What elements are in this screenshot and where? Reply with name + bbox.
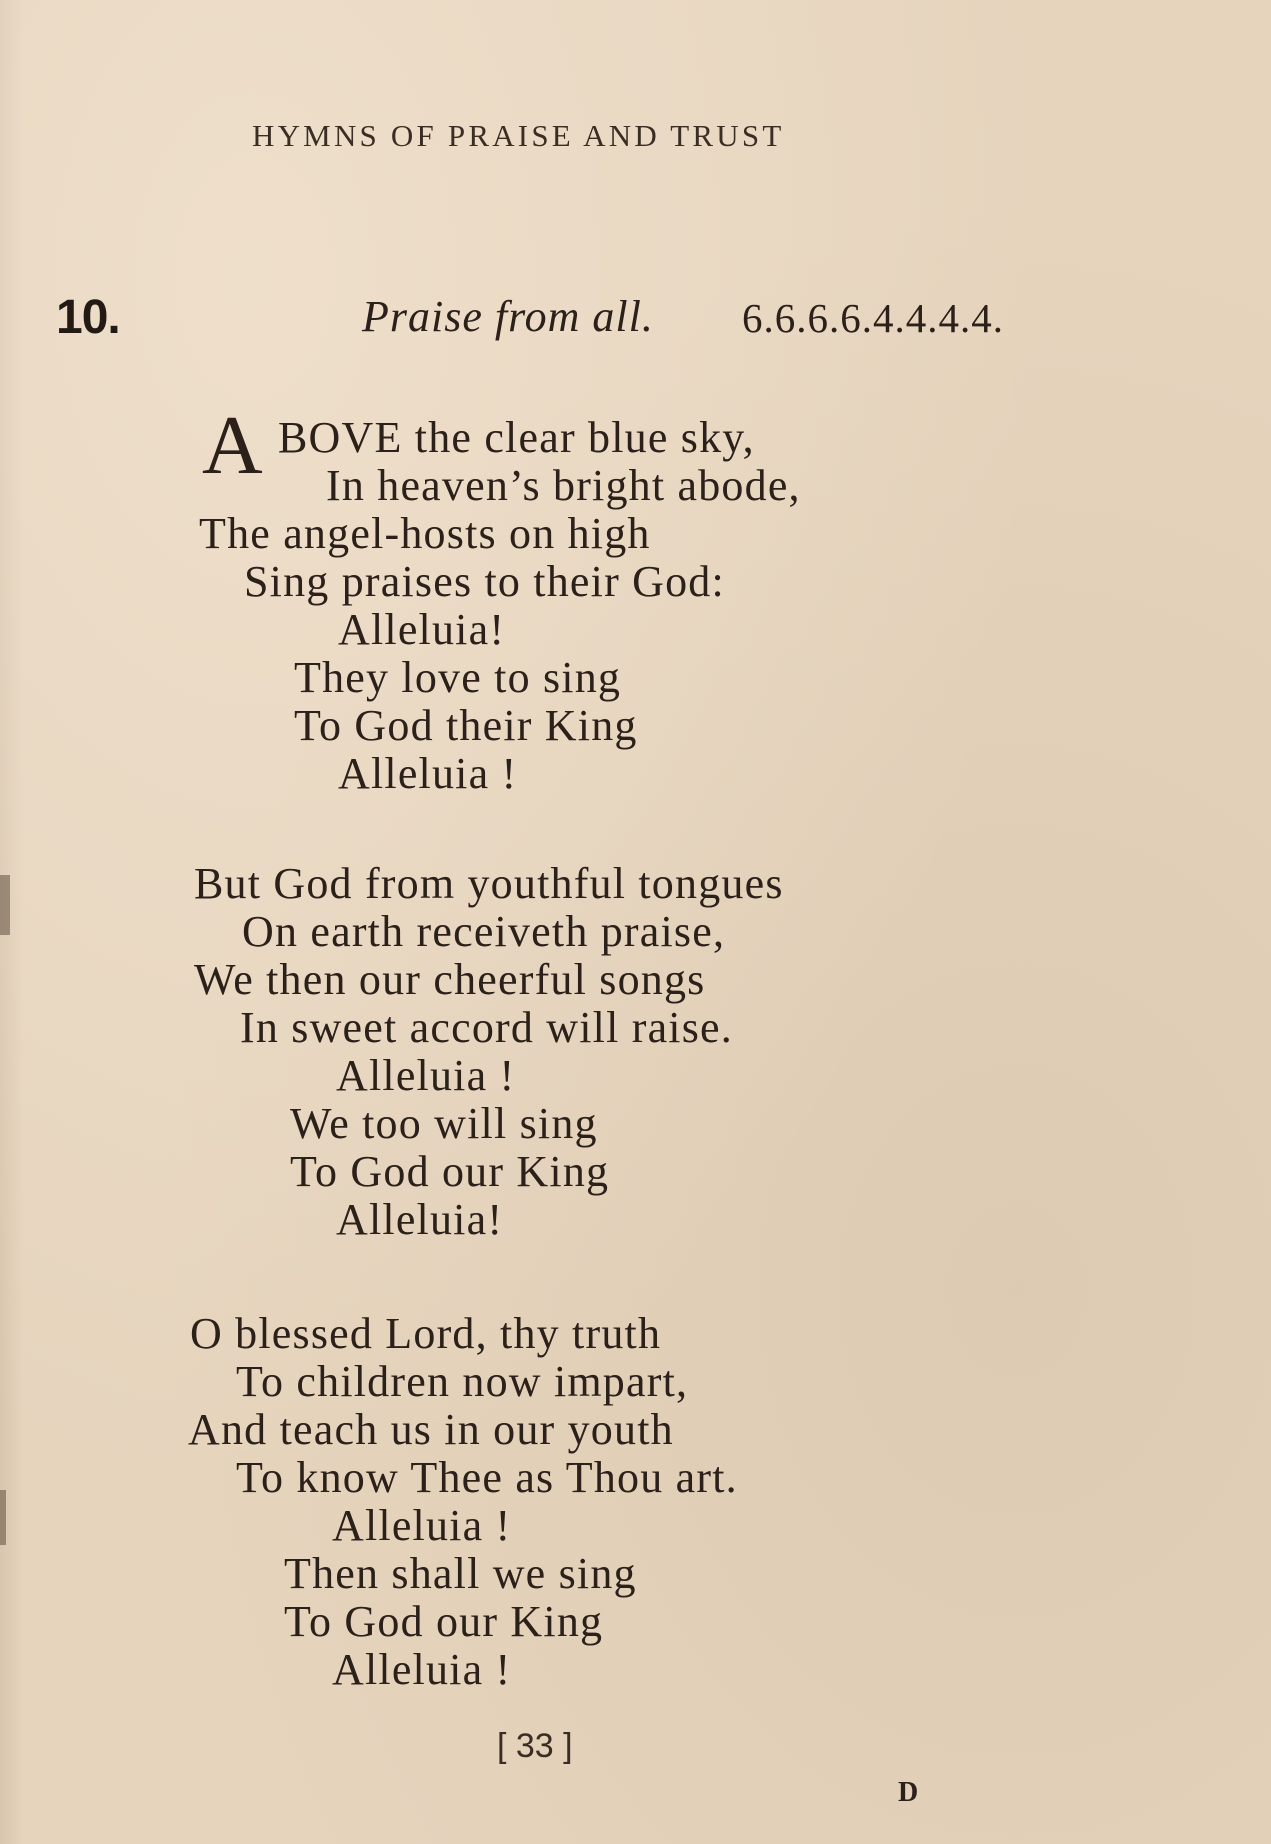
stanza-line: In heaven’s bright abode, [326,461,801,510]
stanza-line: To God our King [284,1597,604,1646]
stanza-line: BOVE the clear blue sky, [278,413,755,462]
hymn-meter: 6.6.6.6.4.4.4.4. [742,295,1004,341]
stanza-line: Alleluia ! [332,1501,512,1550]
stanza-line: But God from youthful tongues [194,859,784,908]
stanza-line: Alleluia ! [332,1645,512,1694]
stanza-line: We too will sing [290,1099,598,1148]
stanza-line: Alleluia! [336,1195,504,1244]
page-number: [ 33 ] [497,1727,573,1765]
signature-mark: D [898,1777,919,1808]
stanza-line: Sing praises to their God: [244,557,725,606]
stanza-line: To God our King [290,1147,610,1196]
stanza-line: In sweet accord will raise. [240,1003,733,1052]
binding-edge-mark [0,1490,6,1545]
stanza-line: They love to sing [294,653,622,702]
stanza-line: Then shall we sing [284,1549,637,1598]
stanza-line: Alleluia! [338,605,506,654]
stanza-line: Alleluia ! [338,749,518,798]
binding-edge-mark [0,875,10,935]
stanza-line: We then our cheerful songs [194,955,706,1004]
drop-cap: A [202,399,263,492]
running-title: HYMNS OF PRAISE AND TRUST [252,118,785,153]
stanza-line: To God their King [294,701,638,750]
stanza-line: To children now impart, [236,1357,689,1406]
stanza-line: To know Thee as Thou art. [236,1453,738,1502]
hymn-title: Praise from all. [362,292,654,341]
hymn-number: 10. [56,291,120,344]
stanza-line: O blessed Lord, thy truth [190,1309,662,1358]
stanza-line: The angel-hosts on high [199,509,651,558]
stanza-line: On earth receiveth praise, [242,907,726,956]
stanza-line: Alleluia ! [336,1051,516,1100]
stanza-line: And teach us in our youth [188,1405,674,1454]
